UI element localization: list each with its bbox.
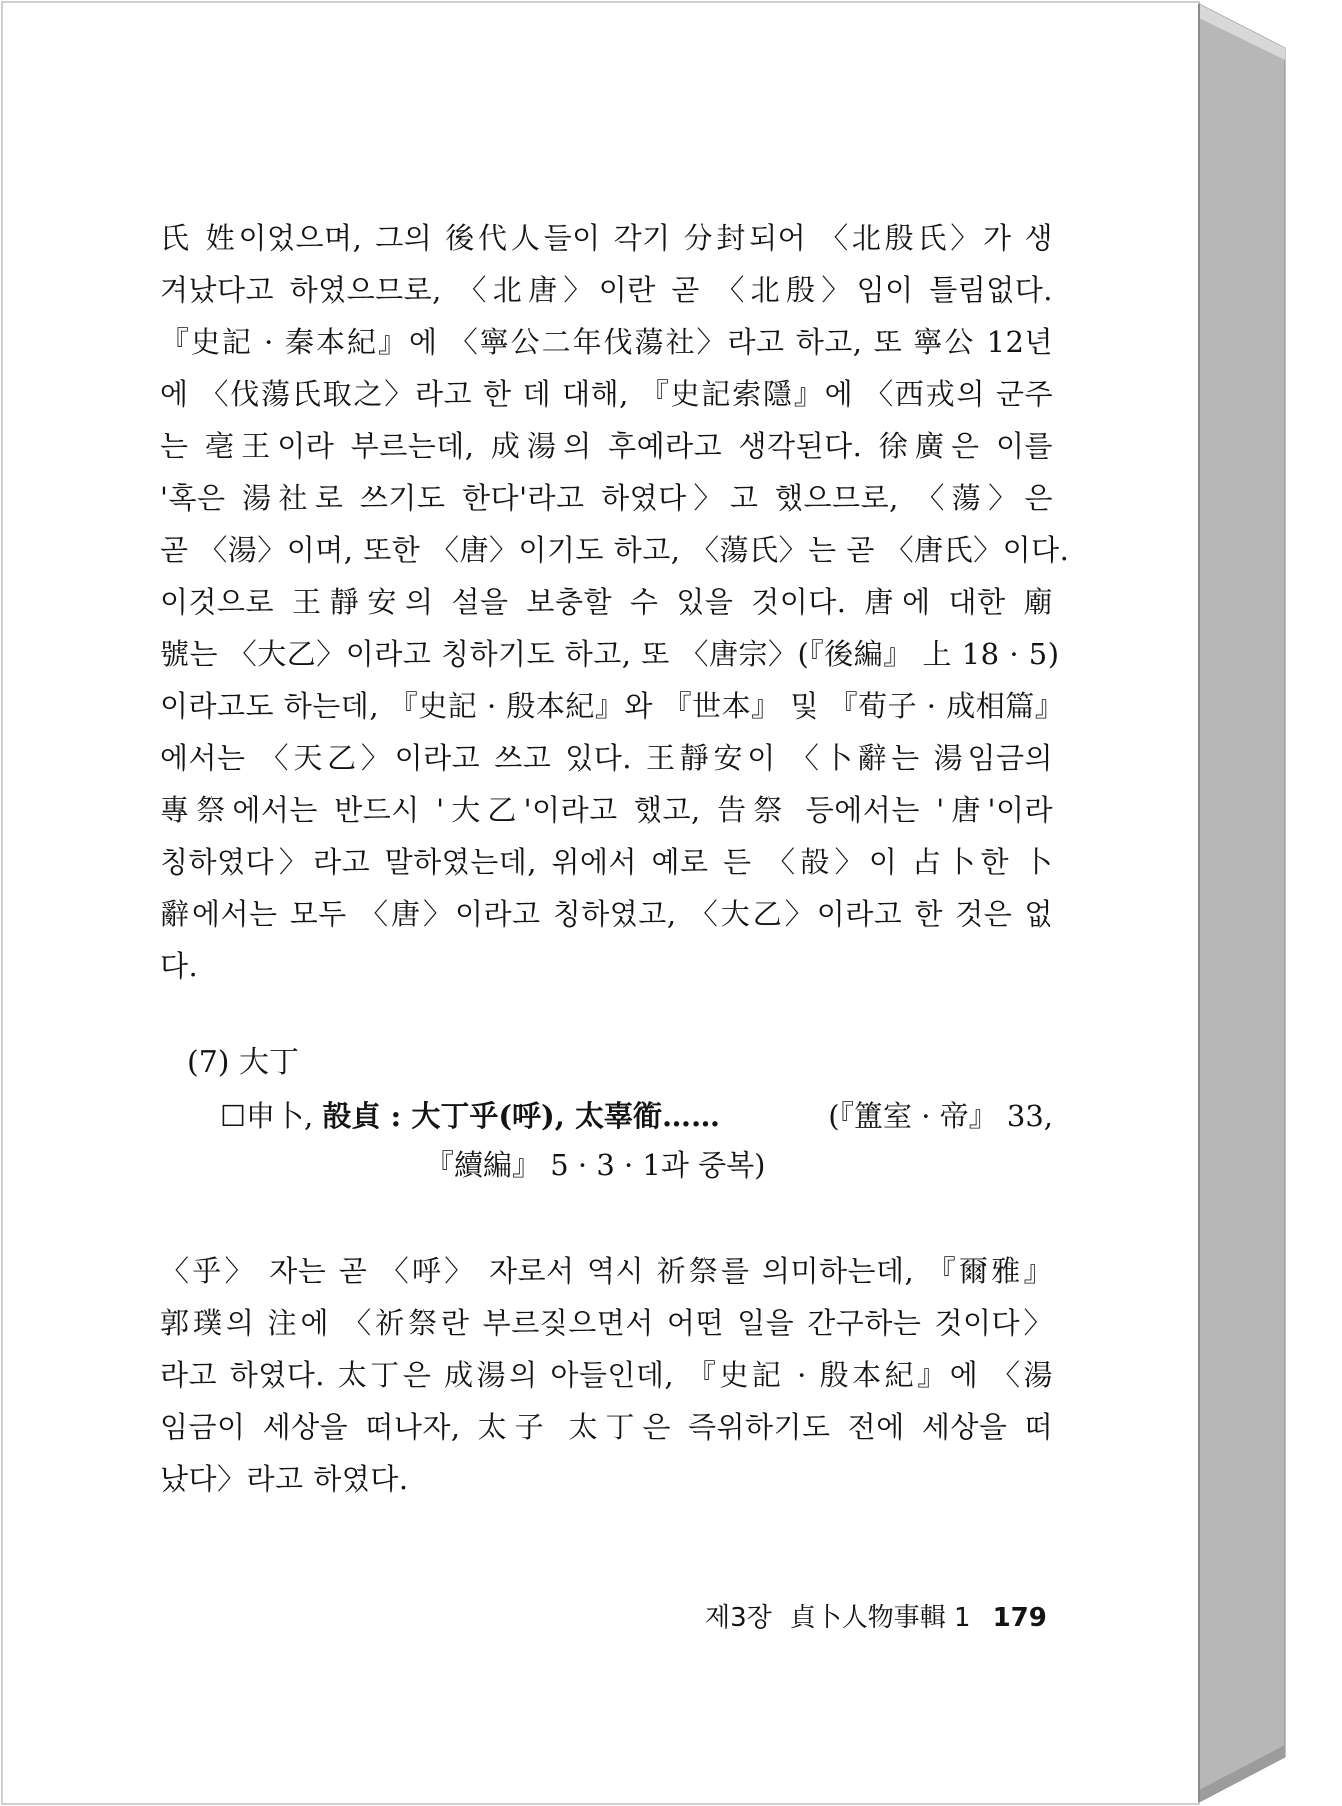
text-line: 다. — [160, 949, 199, 983]
text-line: 氏 姓이었으며, 그의 後代人들이 각기 分封되어 〈北殷氏〉가 생 — [160, 221, 1053, 255]
quote-reference-continued: 『續編』 5 · 3 · 1과 중복) — [425, 1148, 766, 1182]
quote-text — [220, 1090, 720, 1142]
text-line: 號는 〈大乙〉이라고 칭하기도 하고, 또 〈唐宗〉(『後編』 上 18 · 5) — [160, 637, 1060, 671]
quote-bold: 太辜衜…… — [574, 1099, 720, 1133]
text-line: 專祭에서는 반드시 '大乙'이라고 했고, 告祭 등에서는 '唐'이라 — [160, 793, 1053, 827]
quote-reference: (『簠室 · 帝』 33, — [828, 1099, 1053, 1133]
text-line: 이것으로 王靜安의 설을 보충할 수 있을 것이다. 唐에 대한 廟 — [160, 585, 1053, 619]
paragraph-2 — [160, 1245, 1053, 1505]
text-line: 났다〉라고 하였다. — [160, 1462, 409, 1496]
text-line: 郭璞의 注에 〈祈祭란 부르짖으면서 어떤 일을 간구하는 것이다〉 — [160, 1306, 1053, 1340]
quote-main: 㱿貞 : 大丁乎(呼), — [322, 1099, 575, 1133]
paragraph-1 — [160, 212, 1070, 992]
text-line: 칭하였다〉라고 말하였는데, 위에서 예로 든 〈㱿〉이 占卜한 卜 — [160, 845, 1053, 879]
text-line: '혹은 湯社로 쓰기도 한다'라고 하였다〉고 했으므로, 〈蕩〉은 — [160, 481, 1053, 515]
oracle-quote — [220, 1090, 1053, 1142]
text-line: 곧 〈湯〉이며, 또한 〈唐〉이기도 하고, 〈蕩氏〉는 곧 〈唐氏〉이다. — [160, 533, 1070, 567]
text-line: 에서는 〈天乙〉이라고 쓰고 있다. 王靜安이 〈卜辭는 湯임금의 — [160, 741, 1053, 775]
text-line: 이라고도 하는데, 『史記 · 殷本紀』와 『世本』 및 『荀子 · 成相篇』 — [160, 689, 1065, 723]
footer-chapter: 제3장 — [705, 1603, 772, 1633]
text-line: 辭에서는 모두 〈唐〉이라고 칭하였고, 〈大乙〉이라고 한 것은 없 — [160, 897, 1053, 931]
footer-title: 貞卜人物事輯 1 — [789, 1603, 971, 1633]
quote-prefix: ☐申卜, — [220, 1099, 323, 1133]
text-line: 라고 하였다. 太丁은 成湯의 아들인데, 『史記 · 殷本紀』에 〈湯 — [160, 1358, 1053, 1392]
section-heading: (7) 大丁 — [187, 1045, 300, 1080]
page-number: 179 — [992, 1603, 1047, 1633]
text-line: 에 〈伐蕩氏取之〉라고 한 데 대해, 『史記索隱』에 〈西戎의 군주 — [160, 377, 1053, 411]
text-line: 겨났다고 하였으므로, 〈北唐〉이란 곧 〈北殷〉임이 틀림없다. — [160, 273, 1053, 307]
text-line: 『史記 · 秦本紀』에 〈寧公二年伐蕩社〉라고 하고, 또 寧公 12년 — [160, 325, 1053, 359]
page-footer — [705, 1598, 1047, 1638]
text-line: 임금이 세상을 떠나자, 太子 太丁은 즉위하기도 전에 세상을 떠 — [160, 1410, 1053, 1444]
text-line: 는 亳王이라 부르는데, 成湯의 후예라고 생각된다. 徐廣은 이를 — [160, 429, 1053, 463]
text-line: 〈乎〉 자는 곧 〈呼〉 자로서 역시 祈祭를 의미하는데, 『爾雅』 — [160, 1254, 1053, 1288]
